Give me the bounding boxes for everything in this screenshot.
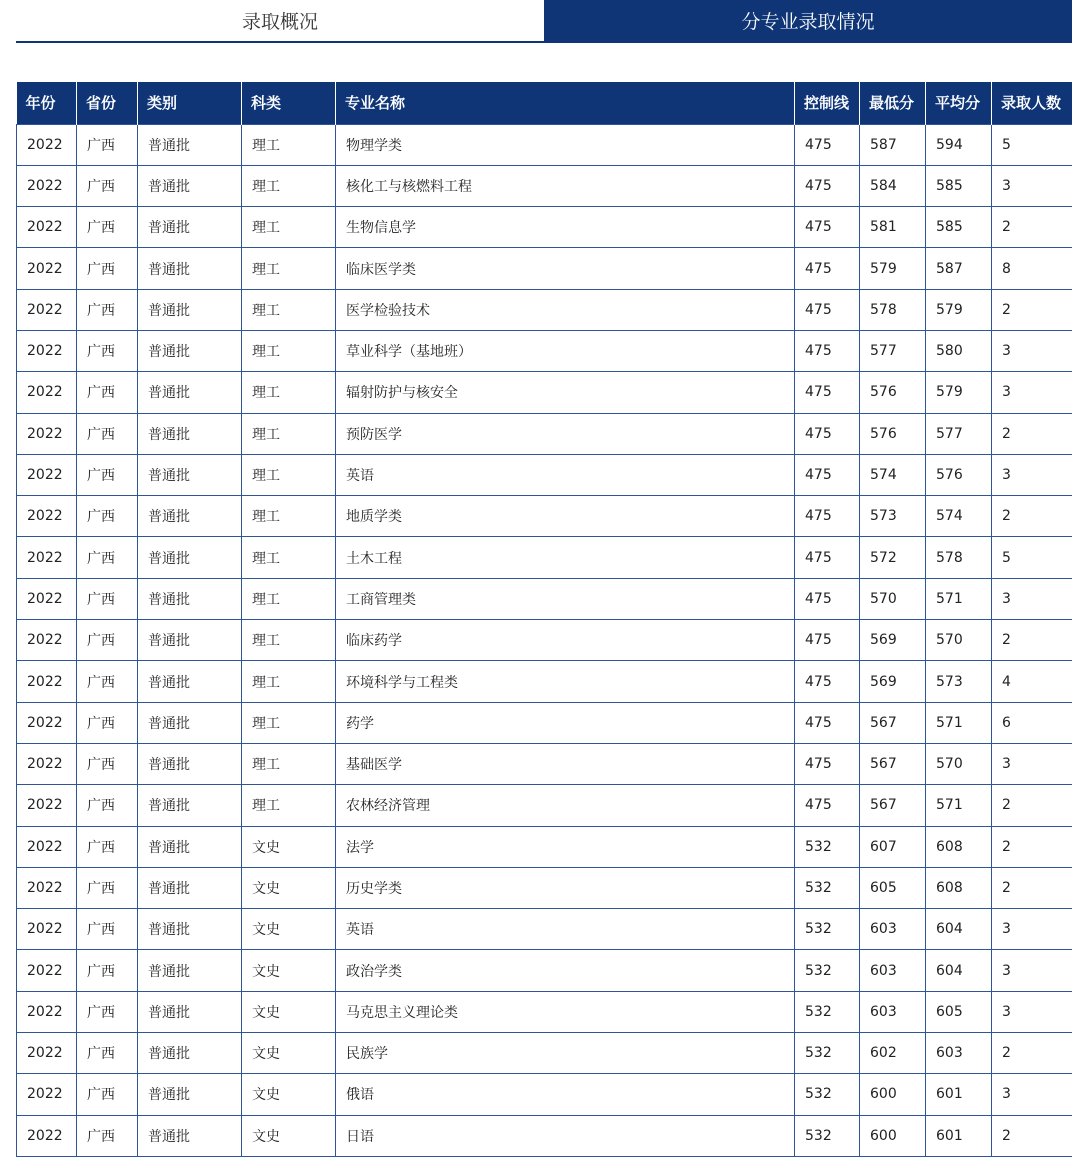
batch-cell: 普通批 bbox=[138, 785, 242, 826]
control-line-cell: 475 bbox=[795, 413, 860, 454]
year-cell: 2022 bbox=[17, 1033, 77, 1074]
batch-cell: 普通批 bbox=[138, 454, 242, 495]
control-line-cell: 532 bbox=[795, 867, 860, 908]
batch-cell: 普通批 bbox=[138, 372, 242, 413]
admitted-count-cell: 2 bbox=[992, 826, 1073, 867]
avg-score-cell: 570 bbox=[926, 743, 992, 784]
admitted-count-cell: 2 bbox=[992, 207, 1073, 248]
subject-type-cell: 理工 bbox=[242, 743, 336, 784]
subject-type-cell: 理工 bbox=[242, 785, 336, 826]
avg-score-cell: 603 bbox=[926, 1033, 992, 1074]
subject-type-cell: 理工 bbox=[242, 578, 336, 619]
table-body bbox=[17, 124, 1073, 1156]
year-cell: 2022 bbox=[17, 124, 77, 165]
table-row bbox=[17, 1115, 1073, 1156]
min-score-cell: 603 bbox=[860, 991, 926, 1032]
subject-type-cell: 文史 bbox=[242, 1074, 336, 1115]
table-row bbox=[17, 165, 1073, 206]
table-row bbox=[17, 867, 1073, 908]
min-score-cell: 567 bbox=[860, 743, 926, 784]
column-header-major-name: 专业名称 bbox=[336, 82, 795, 124]
batch-cell: 普通批 bbox=[138, 1033, 242, 1074]
admitted-count-cell: 2 bbox=[992, 620, 1073, 661]
avg-score-cell: 608 bbox=[926, 867, 992, 908]
min-score-cell: 567 bbox=[860, 785, 926, 826]
province-cell: 广西 bbox=[77, 909, 138, 950]
min-score-cell: 600 bbox=[860, 1074, 926, 1115]
avg-score-cell: 585 bbox=[926, 207, 992, 248]
table-row bbox=[17, 1033, 1073, 1074]
avg-score-cell: 573 bbox=[926, 661, 992, 702]
control-line-cell: 532 bbox=[795, 909, 860, 950]
province-cell: 广西 bbox=[77, 991, 138, 1032]
avg-score-cell: 587 bbox=[926, 248, 992, 289]
year-cell: 2022 bbox=[17, 578, 77, 619]
control-line-cell: 475 bbox=[795, 248, 860, 289]
province-cell: 广西 bbox=[77, 207, 138, 248]
year-cell: 2022 bbox=[17, 413, 77, 454]
province-cell: 广西 bbox=[77, 1033, 138, 1074]
province-cell: 广西 bbox=[77, 124, 138, 165]
control-line-cell: 475 bbox=[795, 165, 860, 206]
table-row bbox=[17, 124, 1073, 165]
year-cell: 2022 bbox=[17, 620, 77, 661]
batch-cell: 普通批 bbox=[138, 950, 242, 991]
major-name-cell: 政治学类 bbox=[336, 950, 795, 991]
admitted-count-cell: 2 bbox=[992, 1033, 1073, 1074]
admitted-count-cell: 4 bbox=[992, 661, 1073, 702]
control-line-cell: 532 bbox=[795, 1074, 860, 1115]
min-score-cell: 581 bbox=[860, 207, 926, 248]
batch-cell: 普通批 bbox=[138, 165, 242, 206]
table-row bbox=[17, 496, 1073, 537]
admitted-count-cell: 2 bbox=[992, 496, 1073, 537]
year-cell: 2022 bbox=[17, 785, 77, 826]
min-score-cell: 574 bbox=[860, 454, 926, 495]
min-score-cell: 570 bbox=[860, 578, 926, 619]
major-name-cell: 临床医学类 bbox=[336, 248, 795, 289]
subject-type-cell: 文史 bbox=[242, 1115, 336, 1156]
table-row bbox=[17, 413, 1073, 454]
avg-score-cell: 601 bbox=[926, 1074, 992, 1115]
control-line-cell: 532 bbox=[795, 1115, 860, 1156]
subject-type-cell: 理工 bbox=[242, 165, 336, 206]
major-name-cell: 法学 bbox=[336, 826, 795, 867]
control-line-cell: 475 bbox=[795, 496, 860, 537]
subject-type-cell: 理工 bbox=[242, 207, 336, 248]
avg-score-cell: 571 bbox=[926, 785, 992, 826]
column-header-admitted-count: 录取人数 bbox=[992, 82, 1073, 124]
province-cell: 广西 bbox=[77, 1074, 138, 1115]
subject-type-cell: 文史 bbox=[242, 1033, 336, 1074]
year-cell: 2022 bbox=[17, 248, 77, 289]
table-row bbox=[17, 785, 1073, 826]
year-cell: 2022 bbox=[17, 537, 77, 578]
batch-cell: 普通批 bbox=[138, 413, 242, 454]
min-score-cell: 602 bbox=[860, 1033, 926, 1074]
table-row bbox=[17, 1074, 1073, 1115]
subject-type-cell: 文史 bbox=[242, 867, 336, 908]
province-cell: 广西 bbox=[77, 454, 138, 495]
subject-type-cell: 文史 bbox=[242, 950, 336, 991]
year-cell: 2022 bbox=[17, 207, 77, 248]
avg-score-cell: 571 bbox=[926, 702, 992, 743]
major-name-cell: 核化工与核燃料工程 bbox=[336, 165, 795, 206]
year-cell: 2022 bbox=[17, 1074, 77, 1115]
admitted-count-cell: 5 bbox=[992, 124, 1073, 165]
province-cell: 广西 bbox=[77, 785, 138, 826]
batch-cell: 普通批 bbox=[138, 620, 242, 661]
batch-cell: 普通批 bbox=[138, 867, 242, 908]
column-header-province: 省份 bbox=[77, 82, 138, 124]
subject-type-cell: 理工 bbox=[242, 124, 336, 165]
min-score-cell: 607 bbox=[860, 826, 926, 867]
control-line-cell: 475 bbox=[795, 289, 860, 330]
subject-type-cell: 理工 bbox=[242, 661, 336, 702]
batch-cell: 普通批 bbox=[138, 537, 242, 578]
year-cell: 2022 bbox=[17, 826, 77, 867]
avg-score-cell: 570 bbox=[926, 620, 992, 661]
province-cell: 广西 bbox=[77, 743, 138, 784]
admission-table bbox=[16, 82, 1072, 1157]
year-cell: 2022 bbox=[17, 909, 77, 950]
year-cell: 2022 bbox=[17, 867, 77, 908]
province-cell: 广西 bbox=[77, 620, 138, 661]
table-row bbox=[17, 661, 1073, 702]
batch-cell: 普通批 bbox=[138, 248, 242, 289]
min-score-cell: 578 bbox=[860, 289, 926, 330]
major-name-cell: 日语 bbox=[336, 1115, 795, 1156]
subject-type-cell: 文史 bbox=[242, 991, 336, 1032]
batch-cell: 普通批 bbox=[138, 578, 242, 619]
year-cell: 2022 bbox=[17, 496, 77, 537]
control-line-cell: 532 bbox=[795, 1033, 860, 1074]
admitted-count-cell: 2 bbox=[992, 785, 1073, 826]
min-score-cell: 584 bbox=[860, 165, 926, 206]
admitted-count-cell: 3 bbox=[992, 743, 1073, 784]
admitted-count-cell: 8 bbox=[992, 248, 1073, 289]
batch-cell: 普通批 bbox=[138, 1115, 242, 1156]
control-line-cell: 475 bbox=[795, 454, 860, 495]
province-cell: 广西 bbox=[77, 330, 138, 371]
control-line-cell: 475 bbox=[795, 743, 860, 784]
control-line-cell: 475 bbox=[795, 785, 860, 826]
major-name-cell: 草业科学（基地班） bbox=[336, 330, 795, 371]
province-cell: 广西 bbox=[77, 248, 138, 289]
admitted-count-cell: 2 bbox=[992, 867, 1073, 908]
table-row bbox=[17, 289, 1073, 330]
control-line-cell: 475 bbox=[795, 578, 860, 619]
batch-cell: 普通批 bbox=[138, 743, 242, 784]
min-score-cell: 576 bbox=[860, 372, 926, 413]
control-line-cell: 532 bbox=[795, 950, 860, 991]
column-header-subject-type: 科类 bbox=[242, 82, 336, 124]
control-line-cell: 475 bbox=[795, 207, 860, 248]
year-cell: 2022 bbox=[17, 165, 77, 206]
control-line-cell: 475 bbox=[795, 537, 860, 578]
major-name-cell: 土木工程 bbox=[336, 537, 795, 578]
province-cell: 广西 bbox=[77, 289, 138, 330]
admitted-count-cell: 2 bbox=[992, 289, 1073, 330]
avg-score-cell: 585 bbox=[926, 165, 992, 206]
major-name-cell: 历史学类 bbox=[336, 867, 795, 908]
batch-cell: 普通批 bbox=[138, 661, 242, 702]
major-name-cell: 马克思主义理论类 bbox=[336, 991, 795, 1032]
major-name-cell: 药学 bbox=[336, 702, 795, 743]
subject-type-cell: 理工 bbox=[242, 372, 336, 413]
table-row bbox=[17, 372, 1073, 413]
subject-type-cell: 理工 bbox=[242, 537, 336, 578]
admission-table-container bbox=[16, 82, 1072, 1162]
batch-cell: 普通批 bbox=[138, 207, 242, 248]
major-name-cell: 医学检验技术 bbox=[336, 289, 795, 330]
subject-type-cell: 理工 bbox=[242, 620, 336, 661]
admitted-count-cell: 2 bbox=[992, 413, 1073, 454]
province-cell: 广西 bbox=[77, 413, 138, 454]
avg-score-cell: 604 bbox=[926, 909, 992, 950]
major-name-cell: 英语 bbox=[336, 454, 795, 495]
subject-type-cell: 理工 bbox=[242, 702, 336, 743]
admitted-count-cell: 3 bbox=[992, 909, 1073, 950]
table-row bbox=[17, 826, 1073, 867]
subject-type-cell: 理工 bbox=[242, 496, 336, 537]
admitted-count-cell: 3 bbox=[992, 950, 1073, 991]
table-row bbox=[17, 454, 1073, 495]
batch-cell: 普通批 bbox=[138, 496, 242, 537]
min-score-cell: 605 bbox=[860, 867, 926, 908]
avg-score-cell: 579 bbox=[926, 372, 992, 413]
tab-admission-overview[interactable]: 录取概况 bbox=[16, 0, 544, 41]
table-row bbox=[17, 991, 1073, 1032]
batch-cell: 普通批 bbox=[138, 826, 242, 867]
subject-type-cell: 理工 bbox=[242, 289, 336, 330]
table-row bbox=[17, 207, 1073, 248]
min-score-cell: 567 bbox=[860, 702, 926, 743]
province-cell: 广西 bbox=[77, 867, 138, 908]
control-line-cell: 475 bbox=[795, 372, 860, 413]
province-cell: 广西 bbox=[77, 537, 138, 578]
admitted-count-cell: 2 bbox=[992, 1115, 1073, 1156]
admitted-count-cell: 6 bbox=[992, 702, 1073, 743]
control-line-cell: 532 bbox=[795, 991, 860, 1032]
year-cell: 2022 bbox=[17, 950, 77, 991]
batch-cell: 普通批 bbox=[138, 330, 242, 371]
province-cell: 广西 bbox=[77, 578, 138, 619]
avg-score-cell: 571 bbox=[926, 578, 992, 619]
avg-score-cell: 576 bbox=[926, 454, 992, 495]
control-line-cell: 532 bbox=[795, 826, 860, 867]
avg-score-cell: 594 bbox=[926, 124, 992, 165]
admitted-count-cell: 3 bbox=[992, 991, 1073, 1032]
avg-score-cell: 605 bbox=[926, 991, 992, 1032]
major-name-cell: 预防医学 bbox=[336, 413, 795, 454]
min-score-cell: 603 bbox=[860, 950, 926, 991]
province-cell: 广西 bbox=[77, 661, 138, 702]
year-cell: 2022 bbox=[17, 991, 77, 1032]
avg-score-cell: 579 bbox=[926, 289, 992, 330]
admitted-count-cell: 3 bbox=[992, 454, 1073, 495]
column-header-year: 年份 bbox=[17, 82, 77, 124]
subject-type-cell: 理工 bbox=[242, 248, 336, 289]
min-score-cell: 603 bbox=[860, 909, 926, 950]
avg-score-cell: 577 bbox=[926, 413, 992, 454]
control-line-cell: 475 bbox=[795, 661, 860, 702]
subject-type-cell: 理工 bbox=[242, 413, 336, 454]
table-row bbox=[17, 330, 1073, 371]
year-cell: 2022 bbox=[17, 702, 77, 743]
min-score-cell: 573 bbox=[860, 496, 926, 537]
major-name-cell: 民族学 bbox=[336, 1033, 795, 1074]
major-name-cell: 俄语 bbox=[336, 1074, 795, 1115]
admitted-count-cell: 3 bbox=[992, 165, 1073, 206]
year-cell: 2022 bbox=[17, 661, 77, 702]
table-row bbox=[17, 743, 1073, 784]
province-cell: 广西 bbox=[77, 165, 138, 206]
batch-cell: 普通批 bbox=[138, 909, 242, 950]
province-cell: 广西 bbox=[77, 702, 138, 743]
major-name-cell: 工商管理类 bbox=[336, 578, 795, 619]
table-row bbox=[17, 248, 1073, 289]
year-cell: 2022 bbox=[17, 289, 77, 330]
major-name-cell: 生物信息学 bbox=[336, 207, 795, 248]
min-score-cell: 587 bbox=[860, 124, 926, 165]
admitted-count-cell: 5 bbox=[992, 537, 1073, 578]
admitted-count-cell: 3 bbox=[992, 1074, 1073, 1115]
major-name-cell: 英语 bbox=[336, 909, 795, 950]
year-cell: 2022 bbox=[17, 1115, 77, 1156]
column-header-batch: 类别 bbox=[138, 82, 242, 124]
batch-cell: 普通批 bbox=[138, 1074, 242, 1115]
batch-cell: 普通批 bbox=[138, 124, 242, 165]
batch-cell: 普通批 bbox=[138, 289, 242, 330]
province-cell: 广西 bbox=[77, 372, 138, 413]
min-score-cell: 600 bbox=[860, 1115, 926, 1156]
tab-admission-by-major[interactable]: 分专业录取情况 bbox=[544, 0, 1072, 41]
year-cell: 2022 bbox=[17, 743, 77, 784]
major-name-cell: 环境科学与工程类 bbox=[336, 661, 795, 702]
min-score-cell: 579 bbox=[860, 248, 926, 289]
avg-score-cell: 604 bbox=[926, 950, 992, 991]
min-score-cell: 569 bbox=[860, 661, 926, 702]
province-cell: 广西 bbox=[77, 950, 138, 991]
admitted-count-cell: 3 bbox=[992, 372, 1073, 413]
tab-bar bbox=[16, 0, 1072, 43]
min-score-cell: 576 bbox=[860, 413, 926, 454]
control-line-cell: 475 bbox=[795, 702, 860, 743]
min-score-cell: 577 bbox=[860, 330, 926, 371]
column-header-avg-score: 平均分 bbox=[926, 82, 992, 124]
year-cell: 2022 bbox=[17, 454, 77, 495]
batch-cell: 普通批 bbox=[138, 991, 242, 1032]
province-cell: 广西 bbox=[77, 496, 138, 537]
control-line-cell: 475 bbox=[795, 620, 860, 661]
subject-type-cell: 文史 bbox=[242, 909, 336, 950]
major-name-cell: 辐射防护与核安全 bbox=[336, 372, 795, 413]
min-score-cell: 569 bbox=[860, 620, 926, 661]
table-row bbox=[17, 950, 1073, 991]
major-name-cell: 物理学类 bbox=[336, 124, 795, 165]
year-cell: 2022 bbox=[17, 330, 77, 371]
column-header-control-line: 控制线 bbox=[795, 82, 860, 124]
major-name-cell: 基础医学 bbox=[336, 743, 795, 784]
avg-score-cell: 574 bbox=[926, 496, 992, 537]
table-header-row bbox=[17, 82, 1073, 124]
avg-score-cell: 601 bbox=[926, 1115, 992, 1156]
table-row bbox=[17, 537, 1073, 578]
admitted-count-cell: 3 bbox=[992, 330, 1073, 371]
major-name-cell: 地质学类 bbox=[336, 496, 795, 537]
subject-type-cell: 文史 bbox=[242, 826, 336, 867]
batch-cell: 普通批 bbox=[138, 702, 242, 743]
table-row bbox=[17, 909, 1073, 950]
control-line-cell: 475 bbox=[795, 124, 860, 165]
year-cell: 2022 bbox=[17, 372, 77, 413]
table-row bbox=[17, 702, 1073, 743]
major-name-cell: 农林经济管理 bbox=[336, 785, 795, 826]
table-row bbox=[17, 620, 1073, 661]
column-header-min-score: 最低分 bbox=[860, 82, 926, 124]
major-name-cell: 临床药学 bbox=[336, 620, 795, 661]
avg-score-cell: 578 bbox=[926, 537, 992, 578]
province-cell: 广西 bbox=[77, 1115, 138, 1156]
avg-score-cell: 608 bbox=[926, 826, 992, 867]
min-score-cell: 572 bbox=[860, 537, 926, 578]
avg-score-cell: 580 bbox=[926, 330, 992, 371]
province-cell: 广西 bbox=[77, 826, 138, 867]
subject-type-cell: 理工 bbox=[242, 454, 336, 495]
admitted-count-cell: 3 bbox=[992, 578, 1073, 619]
table-row bbox=[17, 578, 1073, 619]
subject-type-cell: 理工 bbox=[242, 330, 336, 371]
control-line-cell: 475 bbox=[795, 330, 860, 371]
